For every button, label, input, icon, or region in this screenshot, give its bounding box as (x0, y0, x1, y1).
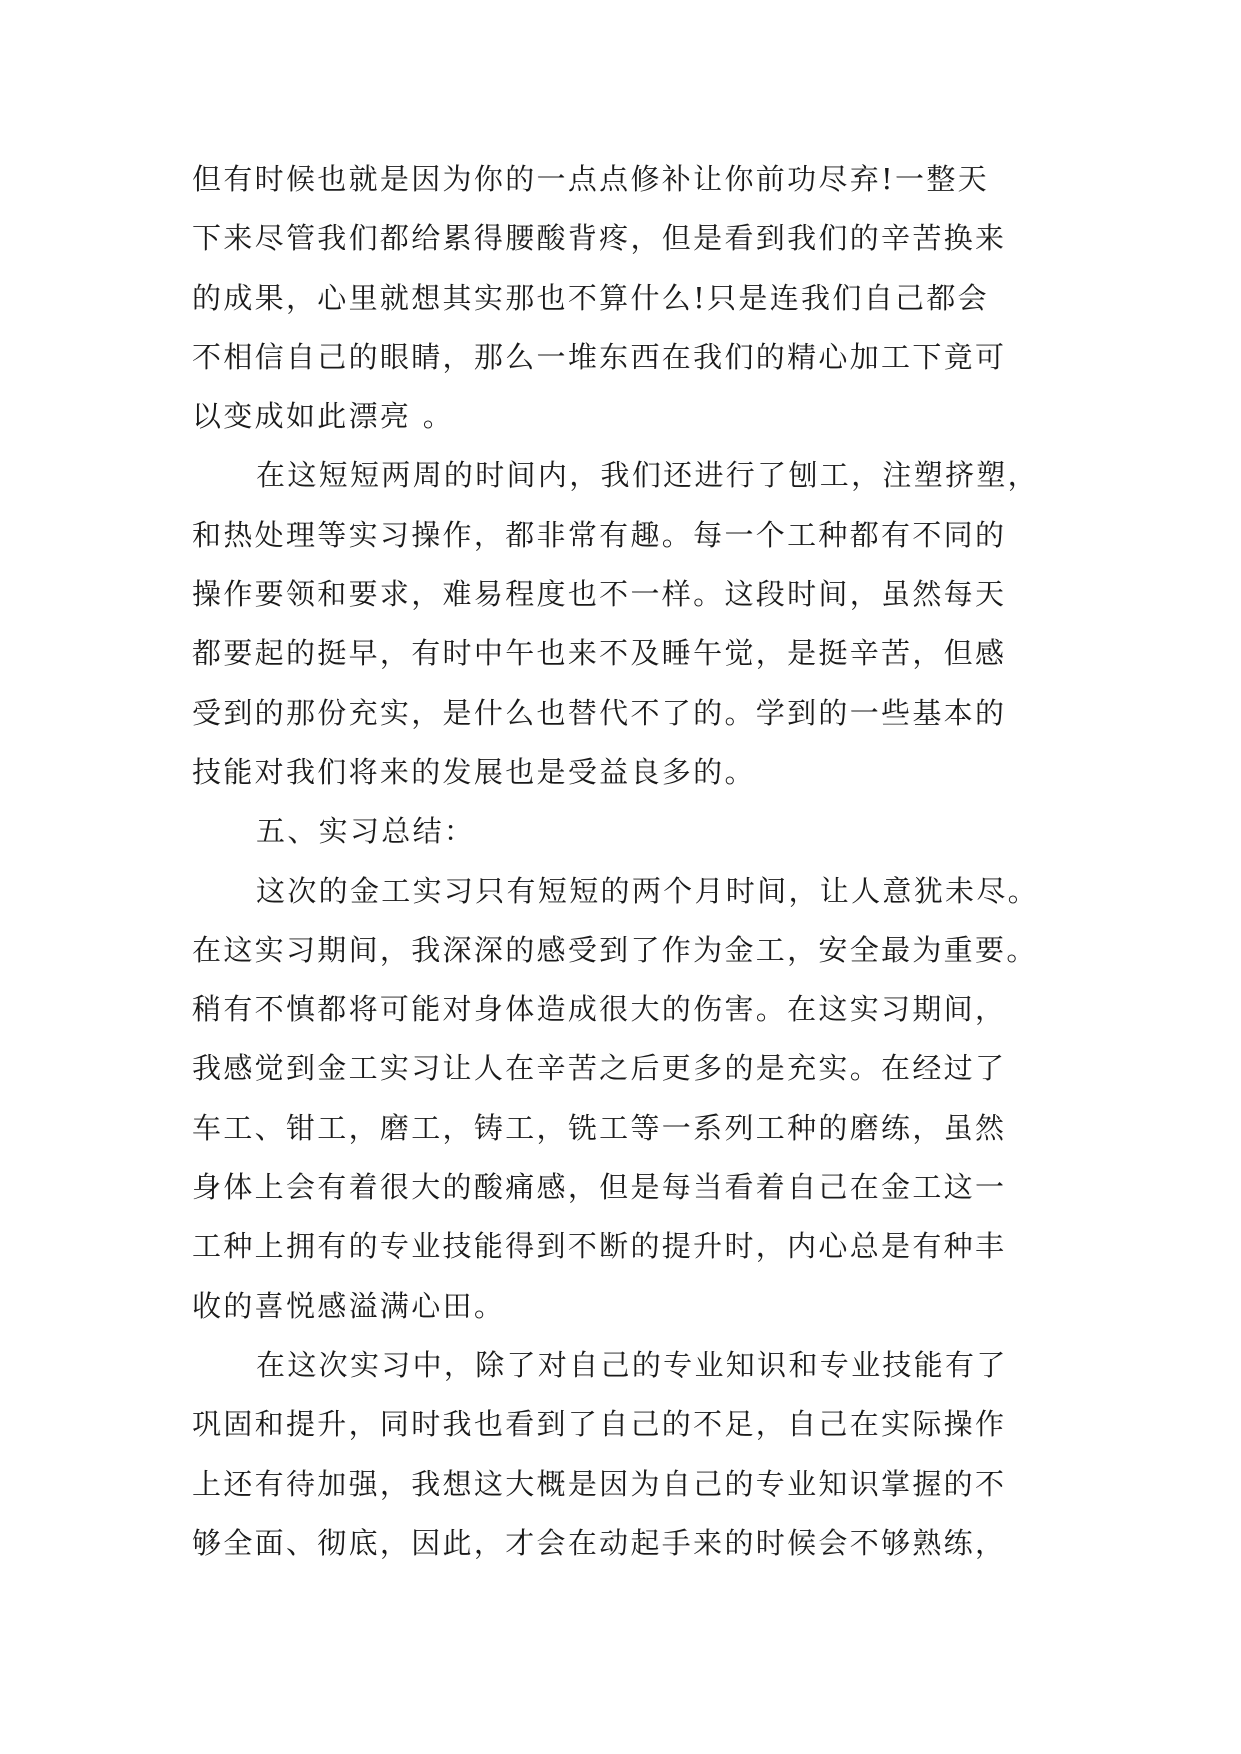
paragraph-first-line: 在这短短两周的时间内，我们还进行了刨工，注塑挤塑， (256, 458, 1040, 493)
text-line: 下来尽管我们都给累得腰酸背疼，但是看到我们的辛苦换来 (192, 221, 1007, 256)
text-line: 稍有不慎都将可能对身体造成很大的伤害。在这实习期间， (192, 992, 1007, 1027)
text-line: 工种上拥有的专业技能得到不断的提升时，内心总是有种丰 (192, 1229, 1007, 1264)
paragraph-first-line: 这次的金工实习只有短短的两个月时间，让人意犹未尽。 (256, 873, 1040, 908)
text-line: 收的喜悦感溢满心田。 (192, 1288, 506, 1323)
text-line: 上还有待加强，我想这大概是因为自己的专业知识掌握的不 (192, 1466, 1007, 1501)
text-line: 我感觉到金工实习让人在辛苦之后更多的是充实。在经过了 (192, 1051, 1007, 1086)
text-line: 车工、钳工，磨工，铸工，铣工等一系列工种的磨练，虽然 (192, 1110, 1007, 1145)
text-line: 受到的那份充实，是什么也替代不了的。学到的一些基本的 (192, 695, 1007, 730)
text-line: 操作要领和要求，难易程度也不一样。这段时间，虽然每天 (192, 577, 1007, 612)
text-line: 但有时候也就是因为你的一点点修补让你前功尽弃!一整天 (192, 162, 989, 196)
text-line: 身体上会有着很大的酸痛感，但是每当看着自己在金工这一 (192, 1170, 1007, 1205)
text-line: 和热处理等实习操作，都非常有趣。每一个工种都有不同的 (192, 517, 1007, 552)
text-line: 技能对我们将来的发展也是受益良多的。 (192, 754, 756, 789)
paragraph-first-line: 在这次实习中，除了对自己的专业知识和专业技能有了 (256, 1347, 1008, 1382)
text-line: 在这实习期间，我深深的感受到了作为金工，安全最为重要。 (192, 932, 1038, 967)
text-line: 够全面、彻底，因此，才会在动起手来的时候会不够熟练， (192, 1525, 1007, 1560)
text-line: 以变成如此漂亮 。 (192, 399, 455, 434)
body-text (192, 150, 1062, 1573)
section-heading: 五、实习总结： (256, 814, 476, 849)
text-line: 不相信自己的眼睛，那么一堆东西在我们的精心加工下竟可 (192, 339, 1007, 374)
text-line: 巩固和提升，同时我也看到了自己的不足，自己在实际操作 (192, 1407, 1007, 1442)
text-line: 都要起的挺早，有时中午也来不及睡午觉，是挺辛苦，但感 (192, 636, 1007, 671)
text-line: 的成果，心里就想其实那也不算什么!只是连我们自己都会 (192, 280, 989, 315)
